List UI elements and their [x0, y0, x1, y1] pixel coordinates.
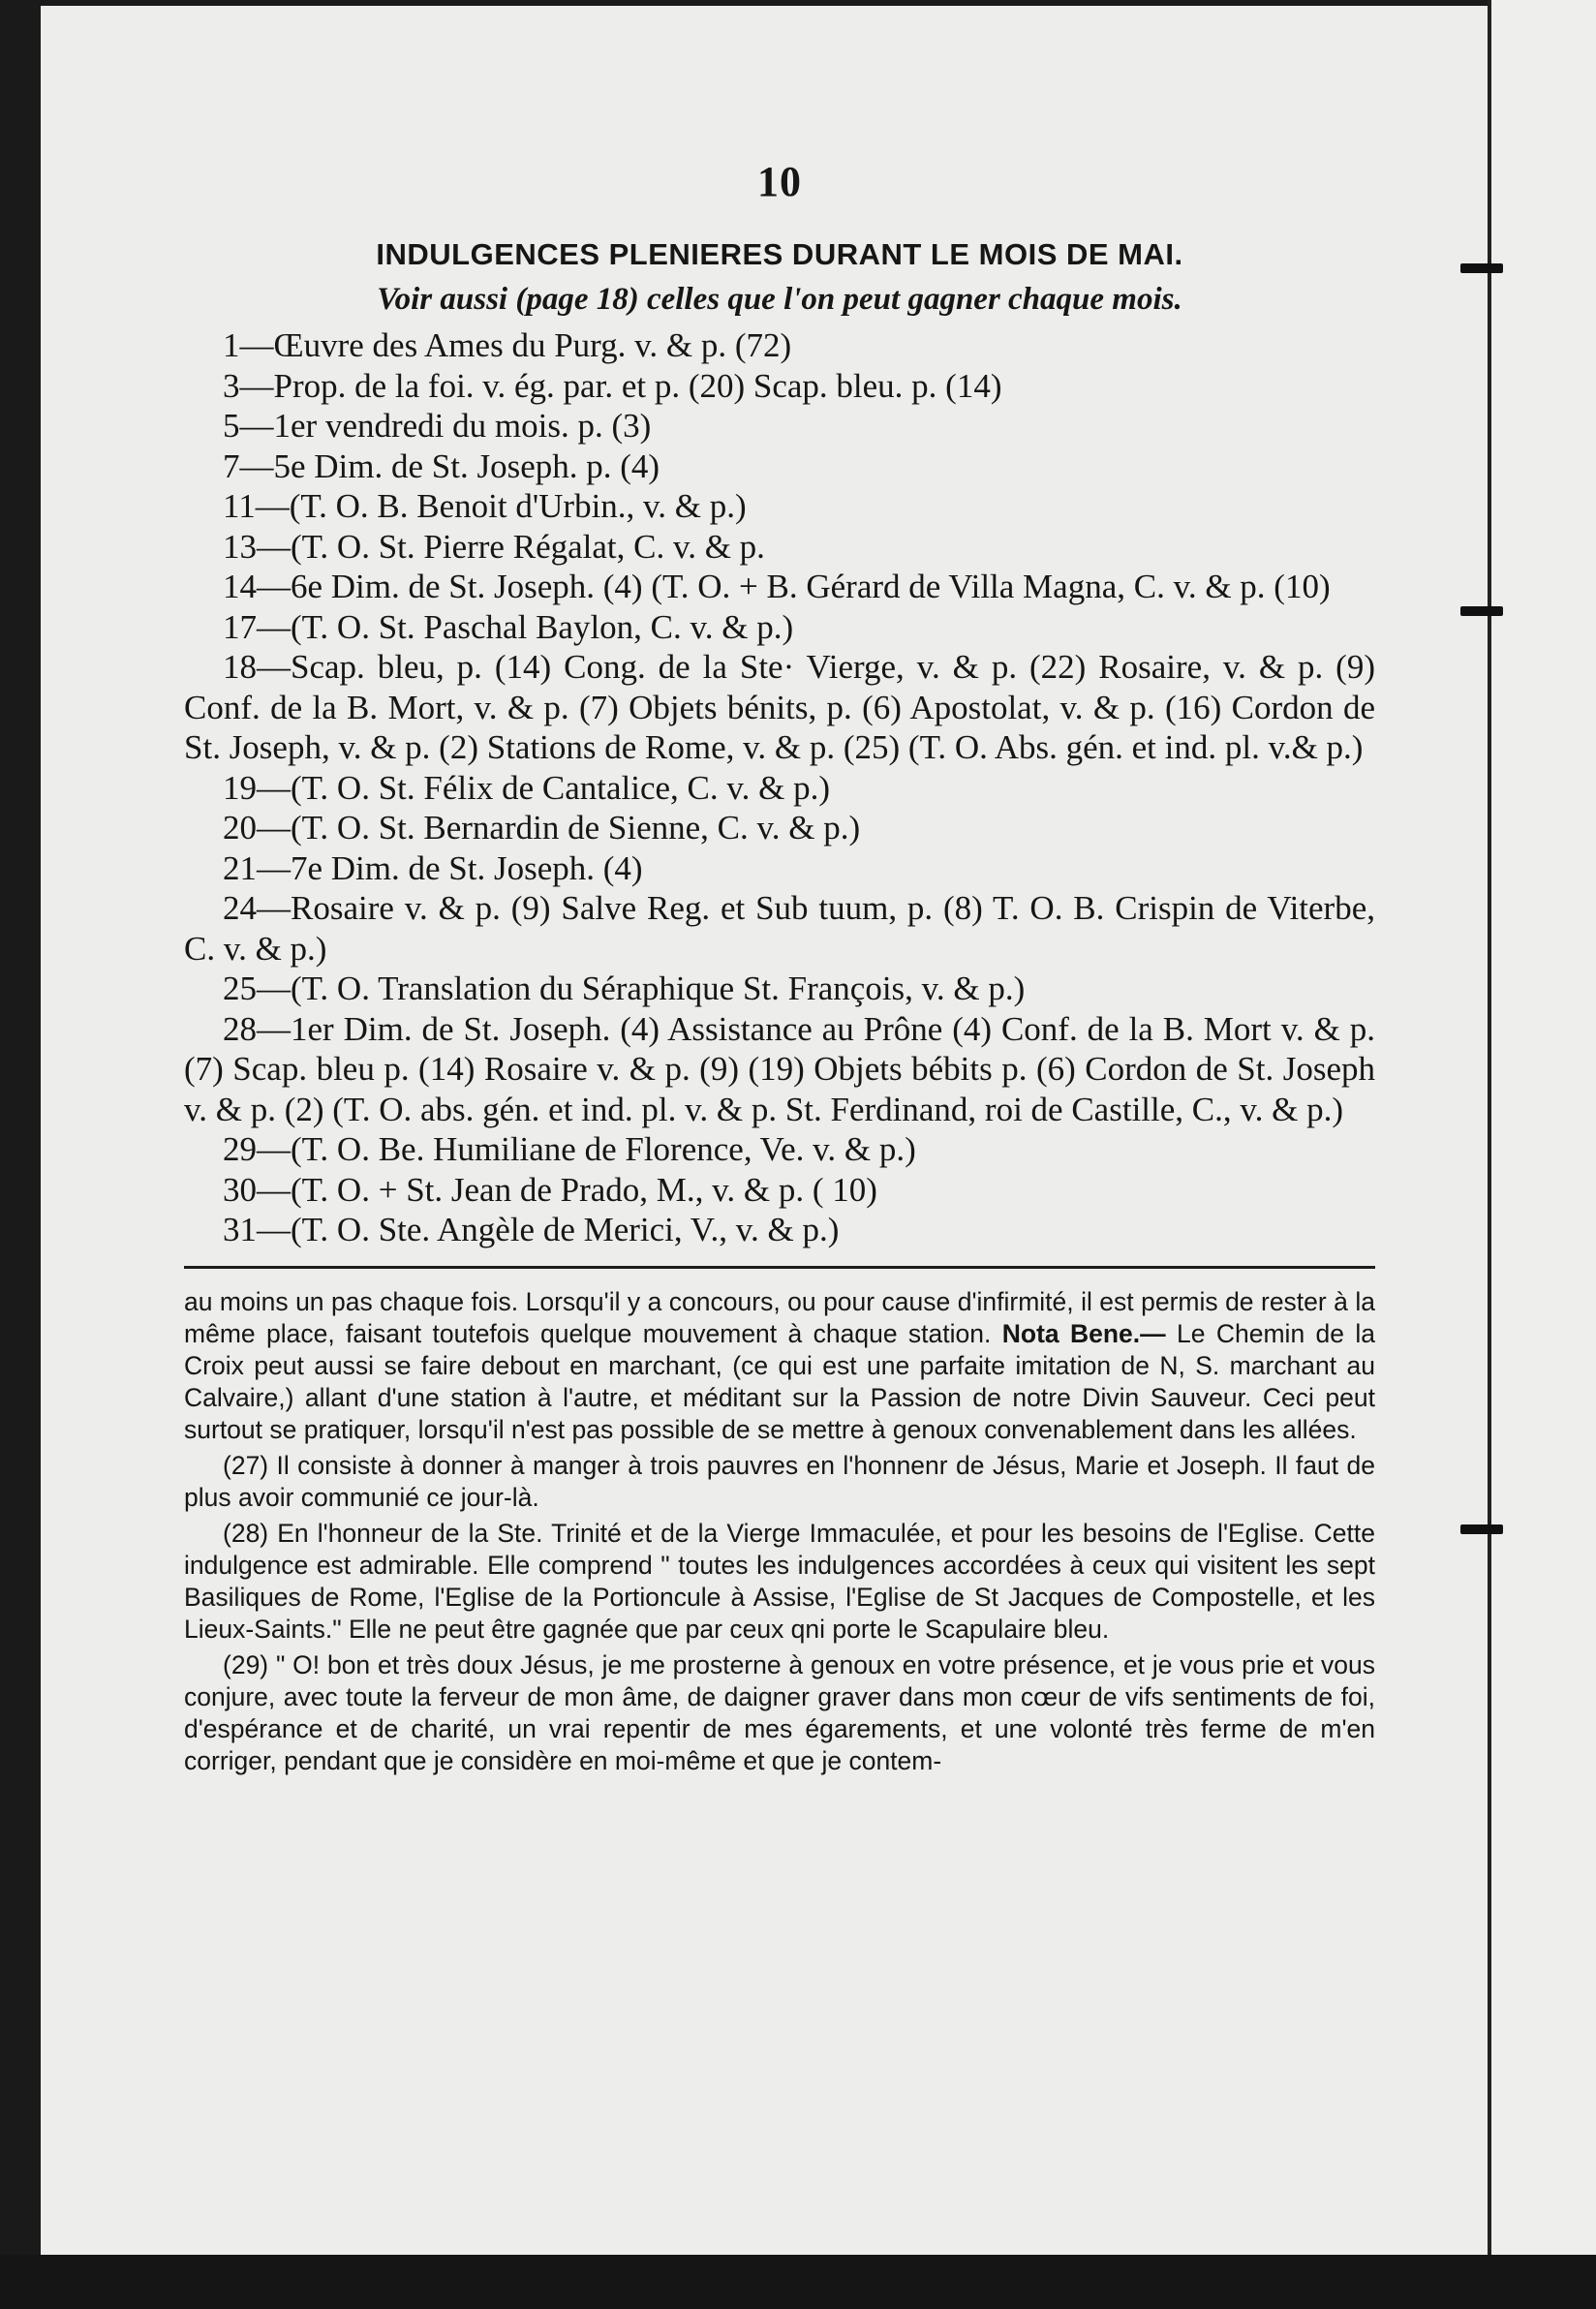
list-item: 21—7e Dim. de St. Joseph. (4) [223, 848, 643, 887]
section-heading: INDULGENCES PLENIERES DURANT LE MOIS DE MAI. [376, 237, 1183, 271]
list-item: 7—5e Dim. de St. Joseph. p. (4) [223, 446, 660, 485]
nota-bene-label: Nota Bene.— [1001, 1318, 1166, 1348]
spine-mark [1460, 1524, 1503, 1534]
indulgence-list [184, 325, 1375, 1250]
list-item: 13—(T. O. St. Pierre Régalat, C. v. & p. [223, 527, 765, 566]
list-item: 3—Prop. de la foi. v. ég. par. et p. (20) Scap. bleu. p. (14) [223, 366, 1002, 405]
footnote-28: (28) En l'honneur de la Ste. Trinité et de la Vierge Immaculée, et pour les besoins de l'Eglise. Cette indulgence est admirable. Elle comprend " toutes les indulgences accordées à ceux qui visitent les sept Basiliques de Rome, l'Eglise de la Portioncule à Assise, l'Eglise de St Jacques de Compostelle, et les Lieux-Saints." Elle ne peut être gagnée que par ceux qni porte le Scapulaire bleu. [184, 1518, 1375, 1644]
footnote-continuation [184, 1286, 1375, 1446]
list-item: 19—(T. O. St. Félix de Cantalice, C. v. & p.) [223, 768, 830, 807]
list-item: 1—Œuvre des Ames du Purg. v. & p. (72) [223, 326, 792, 364]
section-subheading: Voir aussi (page 18) celles que l'on peut gagner chaque mois. [377, 282, 1182, 317]
footnote-continuation-text: au moins un pas chaque fois. Lorsqu'il y a concours, ou pour cause d'infirmité, il est permis de rester à la même place, faisant toutefois quelque mouvement à chaque station. [184, 1286, 1375, 1348]
book-spine [1488, 0, 1491, 2309]
footnote-divider [184, 1266, 1375, 1269]
scan-border [0, 2255, 1596, 2309]
list-item: 29—(T. O. Be. Humiliane de Florence, Ve. v. & p.) [223, 1130, 916, 1168]
list-item: 11—(T. O. B. Benoit d'Urbin., v. & p.) [223, 487, 747, 525]
list-item: 5—1er vendredi du mois. p. (3) [223, 407, 652, 445]
spine-mark [1460, 606, 1503, 616]
book-page [41, 6, 1488, 2255]
footnote-27: (27) Il consiste à donner à manger à trois pauvres en l'honnenr de Jésus, Marie et Joseph. Il faut de plus avoir communié ce jour-là. [184, 1450, 1375, 1512]
list-item: 28—1er Dim. de St. Joseph. (4) Assistance au Prône (4) Conf. de la B. Mort v. & p. (7) Scap. bleu p. (14) Rosaire v. & p. (9) (19) Objets bébits p. (6) Cordon de St. Joseph v. & p. (2) (T. O. abs. gén. et ind. pl. v. & p. St. Ferdinand, roi de Castille, C., v. & p.) [184, 1009, 1375, 1128]
list-item: 17—(T. O. St. Paschal Baylon, C. v. & p.) [223, 607, 794, 646]
page-content [184, 157, 1375, 1781]
list-item: 30—(T. O. + St. Jean de Prado, M., v. & p. ( 10) [223, 1170, 877, 1209]
list-item: 31—(T. O. Ste. Angèle de Merici, V., v. & p.) [223, 1211, 840, 1248]
footnote-continuation-text-2: Le Chemin de la Croix peut aussi se faire debout en marchant, (ce qui est une parfaite imitation de N, S. marchant au Calvaire,) allant d'une station à l'autre, et méditant sur la Passion de notre Divin Sauveur. Ceci peut surtout se pratiquer, lorsqu'il n'est pas possible de se mettre à genoux convenablement dans les allées. [184, 1318, 1376, 1444]
list-item: 24—Rosaire v. & p. (9) Salve Reg. et Sub tuum, p. (8) T. O. B. Crispin de Viterbe, C. v. & p.) [184, 889, 1375, 968]
page-number: 10 [757, 158, 802, 205]
list-item: 20—(T. O. St. Bernardin de Sienne, C. v. & p.) [223, 809, 861, 847]
footnotes [184, 1286, 1375, 1777]
list-item: 14—6e Dim. de St. Joseph. (4) (T. O. + B. Gérard de Villa Magna, C. v. & p. (10) [223, 568, 1331, 605]
spine-mark [1460, 263, 1503, 273]
footnote-29: (29) " O! bon et très doux Jésus, je me prosterne à genoux en votre présence, et je vous prie et vous conjure, avec toute la ferveur de mon âme, de daigner graver dans mon cœur de vifs sentiments de foi, d'espérance et de charité, un vrai repentir de mes égarements, et une volonté très ferme de m'en corriger, pendant que je considère en moi-même et que je contem- [184, 1649, 1375, 1775]
list-item: 18—Scap. bleu, p. (14) Cong. de la Ste· Vierge, v. & p. (22) Rosaire, v. & p. (9) Conf. de la B. Mort, v. & p. (7) Objets bénits, p. (6) Apostolat, v. & p. (16) Cordon de St. Joseph, v. & p. (2) Stations de Rome, v. & p. (25) (T. O. Abs. gén. et ind. pl. v.& p.) [184, 648, 1375, 766]
facing-page-edge [1491, 0, 1596, 2309]
list-item: 25—(T. O. Translation du Séraphique St. François, v. & p.) [223, 970, 1026, 1007]
